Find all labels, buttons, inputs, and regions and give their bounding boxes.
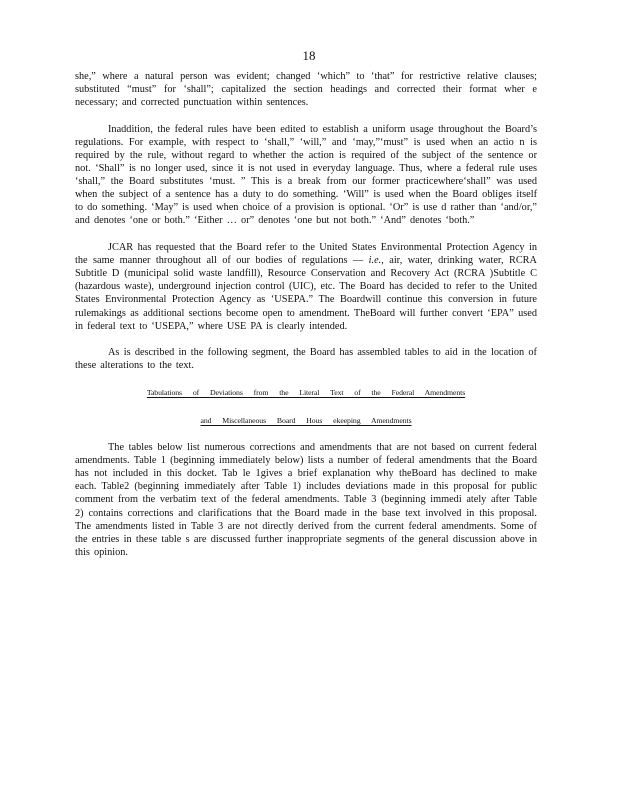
- paragraph-tables-description: The tables below list numerous corrections and amendments that are not based on current federal amendments. Table 1 (beginning immediately below) lists a number of federal amendments that the Board has not included in this docket. Tab le 1gives a brief explanation why theBoard has declined to make each. Table2 (beginning immediately after Table 1) includes deviations made in this proposal for public comment from the verbatim text of the federal amendments. Table 3 (beginning immedi ately after Table 2) contains corrections and clarifications that the Board made in the base text involved in this proposal. The amendments listed in Table 3 are not directly derived from the current federal amendments. Some of the entries in these table s are discussed further inappropriate segments of the general discussion above in this opinion.: [75, 442, 537, 558]
- page-number: 18: [302, 48, 316, 63]
- body-text: [75, 70, 537, 572]
- paragraph-usepa-reference-start: JCAR has requested that the Board refer to the United States Environmental Protection Agency in the same manner throughout all of our bodies of regulations —: [75, 242, 537, 267]
- paragraph-continued-edits: she,” where a natural person was evident; changed ‘which” to ‘that” for restrictive relative clauses; substituted “must” for ‘shall”; capitalized the section headings and corrected their format wher e necessary; and corrected punctuation within sentences.: [75, 71, 537, 109]
- paragraph-usepa-reference-end: , air, water, drinking water, RCRA Subtitle D (municipal solid waste landfill), Resource Conservation and Recovery Act (RCRA )Subtitle C (hazardous waste), underground injection control (UIC), etc. The Board has decided to refer to the United States Environmental Protection Agency as ‘USEPA.” The Boardwill continue this conversion in future rulemakings as additional sections become open to amendment. TheBoard will further convert ‘EPA” used in federal text to ‘USEPA,” where USE PA is clearly intended.: [75, 255, 537, 332]
- paragraph-usepa-reference: [75, 241, 537, 333]
- paragraph-tables-intro: As is described in the following segment, the Board has assembled tables to aid in the location of these alterations to the text.: [75, 347, 537, 372]
- ie-abbreviation: i.e.: [368, 255, 382, 267]
- paragraph-uniform-usage: Inaddition, the federal rules have been edited to establish a uniform usage throughout the Board’s regulations. For example, with respect to ‘shall,” ‘will,” and ‘may,”‘must” is used when an actio n is required by the rule, without regard to whether the action is required of the subject of the sentence or not. ‘Shall” is no longer used, since it is not used in everyday language. Thus, where a federal rule uses ‘shall,” the Board substitutes ‘must. ” This is a break from our former practicewhere‘shall” was used when the subject of a sentence has a duty to do something. ‘Will” is used when the Board obliges itself to do something. ‘May” is used when choice of a provision is optional. ‘Or” is use d rather than ‘and/or,” and denotes ‘one or both.” ‘Either … or” denotes ‘one but not both.” ‘And” denotes ‘both.”: [75, 123, 537, 227]
- section-heading-line-2: and Miscellaneous Board Hous ekeeping Amendments: [200, 415, 412, 425]
- section-heading-line-1: Tabulations of Deviations from the Literal Text of the Federal Amendments: [146, 387, 466, 397]
